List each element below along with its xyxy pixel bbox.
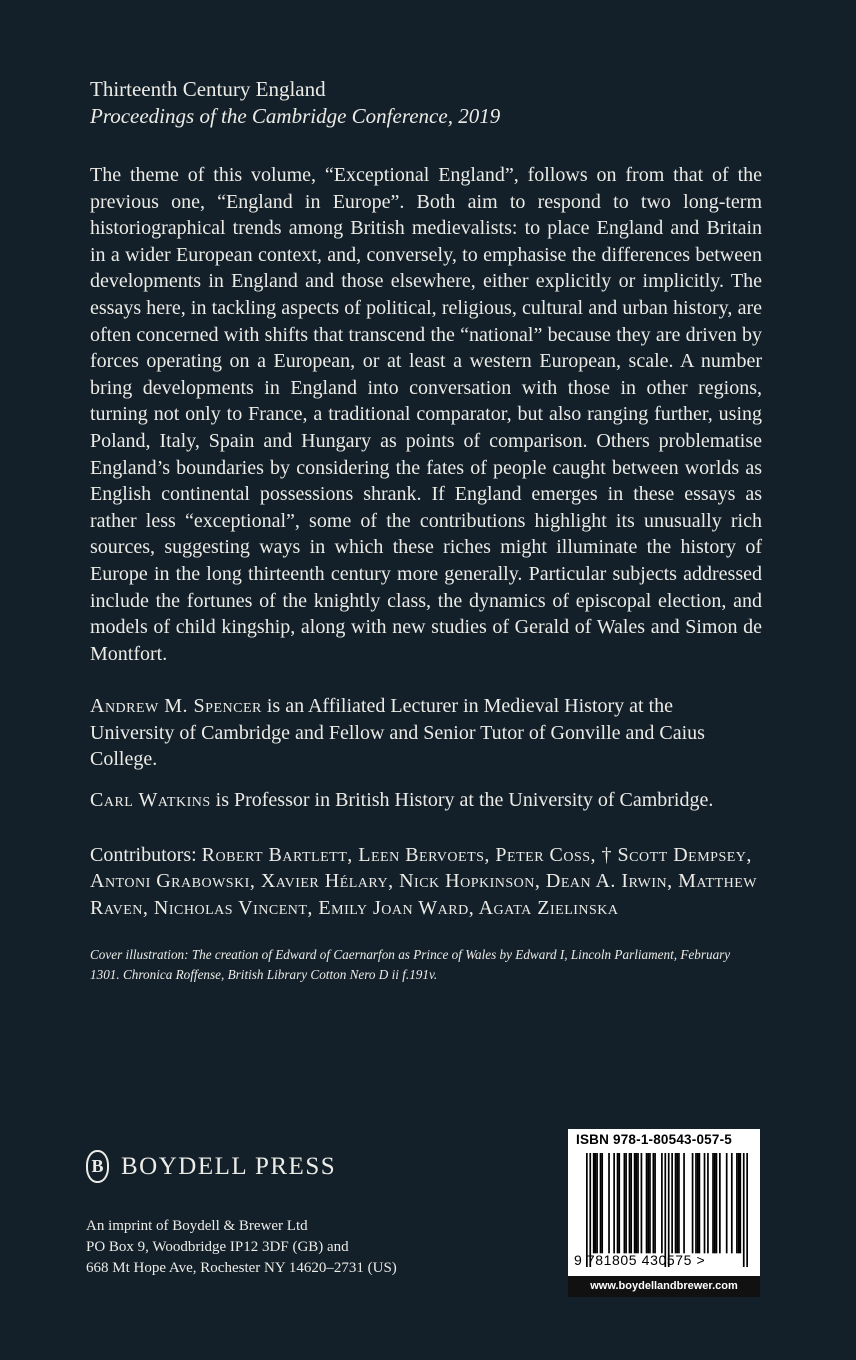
barcode-bar bbox=[678, 1153, 680, 1253]
cover-illustration-note: Cover illustration: The creation of Edward of Caernarfon as Prince of Wales by Edward I, Lincoln Parliament, February 1301. Chronica Roffense, British Library Cotton Nero D ii f.191v. bbox=[90, 947, 731, 983]
barcode-bar bbox=[586, 1153, 588, 1267]
barcode-bar bbox=[707, 1153, 709, 1253]
editor-bio-spencer bbox=[90, 693, 762, 773]
barcode-bar bbox=[601, 1153, 603, 1253]
barcode-bar bbox=[726, 1153, 728, 1253]
barcode-bar bbox=[613, 1153, 615, 1253]
barcode-bar bbox=[617, 1153, 619, 1253]
barcode-bar bbox=[683, 1153, 685, 1253]
barcode-bar bbox=[653, 1153, 655, 1253]
barcode-bar bbox=[625, 1153, 627, 1253]
back-cover-content bbox=[90, 76, 762, 985]
barcode-bar bbox=[661, 1153, 663, 1253]
barcode-bar bbox=[596, 1153, 598, 1253]
isbn-label: ISBN 978-1-80543-057-5 bbox=[576, 1132, 732, 1147]
barcode-bar bbox=[595, 1153, 597, 1253]
publisher-name: BOYDELL PRESS bbox=[121, 1152, 337, 1180]
barcode-bar bbox=[676, 1153, 678, 1253]
barcode-bar bbox=[743, 1153, 745, 1267]
series-title: Thirteenth Century England bbox=[90, 77, 326, 101]
contributors-list bbox=[90, 842, 762, 922]
barcode-bar bbox=[630, 1153, 632, 1253]
barcode-bar bbox=[600, 1153, 602, 1253]
barcode-bar bbox=[712, 1153, 714, 1253]
imprint-line: An imprint of Boydell & Brewer Ltd bbox=[86, 1218, 308, 1234]
barcode-bar bbox=[608, 1153, 610, 1253]
barcode-bar bbox=[647, 1153, 649, 1253]
barcode-bar bbox=[629, 1153, 631, 1253]
barcode-bar bbox=[738, 1153, 740, 1253]
blurb-paragraph: The theme of this volume, “Exceptional England”, follows on from that of the previous one, “England in Europe”. Both aim to respond to two long-term historiographical trends among British medievalists: to place England and Britain in a wider European context, and, conversely, to emphasise the differences between developments in England and those elsewhere, either explicitly or implicitly. The essays here, in tackling aspects of political, religious, cultural and urban history, are often concerned with shifts that transcend the “national” because they are driven by forces operating on a European, or at least a western European, scale. A number bring developments in England into conversation with those in other regions, turning not only to France, a traditional comparator, but also ranging further, using Poland, Italy, Spain and Hungary as points of comparison. Others problematise England’s boundaries by considering the fates of people caught between worlds as English continental possessions shrank. If England emerges in these essays as rather less “exceptional”, some of the contributions highlight its unusually rich sources, suggesting ways in which these riches might illuminate the history of Europe in the long thirteenth century more generally. Particular subjects addressed include the fortunes of the knightly class, the dynamics of episcopal election, and models of child kingship, along with new studies of Gerald of Wales and Simon de Montfort. bbox=[90, 164, 762, 665]
barcode-bar bbox=[704, 1153, 706, 1253]
barcode-bar bbox=[675, 1153, 677, 1253]
publisher-url: www.boydellandbrewer.com bbox=[568, 1276, 760, 1297]
imprint-line: 668 Mt Hope Ave, Rochester NY 14620–2731 (US) bbox=[86, 1260, 397, 1276]
editor-bio-watkins bbox=[90, 787, 762, 814]
barcode-bar bbox=[635, 1153, 637, 1253]
barcode-bar bbox=[671, 1153, 673, 1253]
barcode-bar bbox=[646, 1153, 648, 1253]
barcode-bar bbox=[746, 1153, 748, 1267]
editor-name: Carl Watkins bbox=[90, 789, 211, 812]
barcode-digits: 9 781805 430575 > bbox=[574, 1252, 706, 1268]
barcode-bar bbox=[719, 1153, 721, 1253]
series-subtitle: Proceedings of the Cambridge Conference, 2019 bbox=[90, 104, 501, 128]
barcode-bar bbox=[697, 1153, 699, 1253]
barcode-bar bbox=[593, 1153, 595, 1253]
barcode-bar bbox=[714, 1153, 716, 1253]
barcode-bar bbox=[637, 1153, 639, 1253]
isbn-barcode-block bbox=[568, 1129, 760, 1297]
boydell-b-icon: B bbox=[86, 1150, 109, 1183]
barcode-icon bbox=[586, 1153, 748, 1267]
publisher-imprint bbox=[86, 1216, 397, 1279]
barcode-bar bbox=[668, 1153, 670, 1267]
editor-name: Andrew M. Spencer bbox=[90, 695, 262, 718]
editor-bio-text: is an Affiliated Lecturer in Medieval History at the University of Cambridge and Fellow and Senior Tutor of Gonville and Caius College. bbox=[90, 695, 705, 771]
barcode-bar bbox=[695, 1153, 697, 1253]
editor-bio-text: is Professor in British History at the University of Cambridge. bbox=[210, 789, 714, 812]
barcode-bar bbox=[641, 1153, 643, 1253]
barcode-bar bbox=[731, 1153, 733, 1253]
barcode-bar bbox=[664, 1153, 666, 1267]
barcode-bar bbox=[739, 1153, 741, 1253]
barcode-bar bbox=[699, 1153, 701, 1253]
barcode-bar bbox=[649, 1153, 651, 1253]
barcode-bar bbox=[692, 1153, 694, 1253]
publisher-logo bbox=[86, 1150, 336, 1183]
barcode-bar bbox=[736, 1153, 738, 1253]
contributors-label: Contributors: bbox=[90, 843, 202, 866]
contributors-names: Robert Bartlett, Leen Bervoets, Peter Coss, † Scott Dempsey, Antoni Grabowski, Xavier Hélary, Nick Hopkinson, Dean A. Irwin, Matthew Raven, Nicholas Vincent, Emily Joan Ward, Agata Zielinska bbox=[90, 843, 757, 919]
barcode-bar bbox=[618, 1153, 620, 1253]
imprint-line: PO Box 9, Woodbridge IP12 3DF (GB) and bbox=[86, 1239, 349, 1255]
barcode-bar bbox=[624, 1153, 626, 1253]
barcode-bar bbox=[634, 1153, 636, 1253]
barcode-bar bbox=[589, 1153, 591, 1267]
barcode-bar bbox=[654, 1153, 656, 1253]
barcode-bar bbox=[716, 1153, 718, 1253]
